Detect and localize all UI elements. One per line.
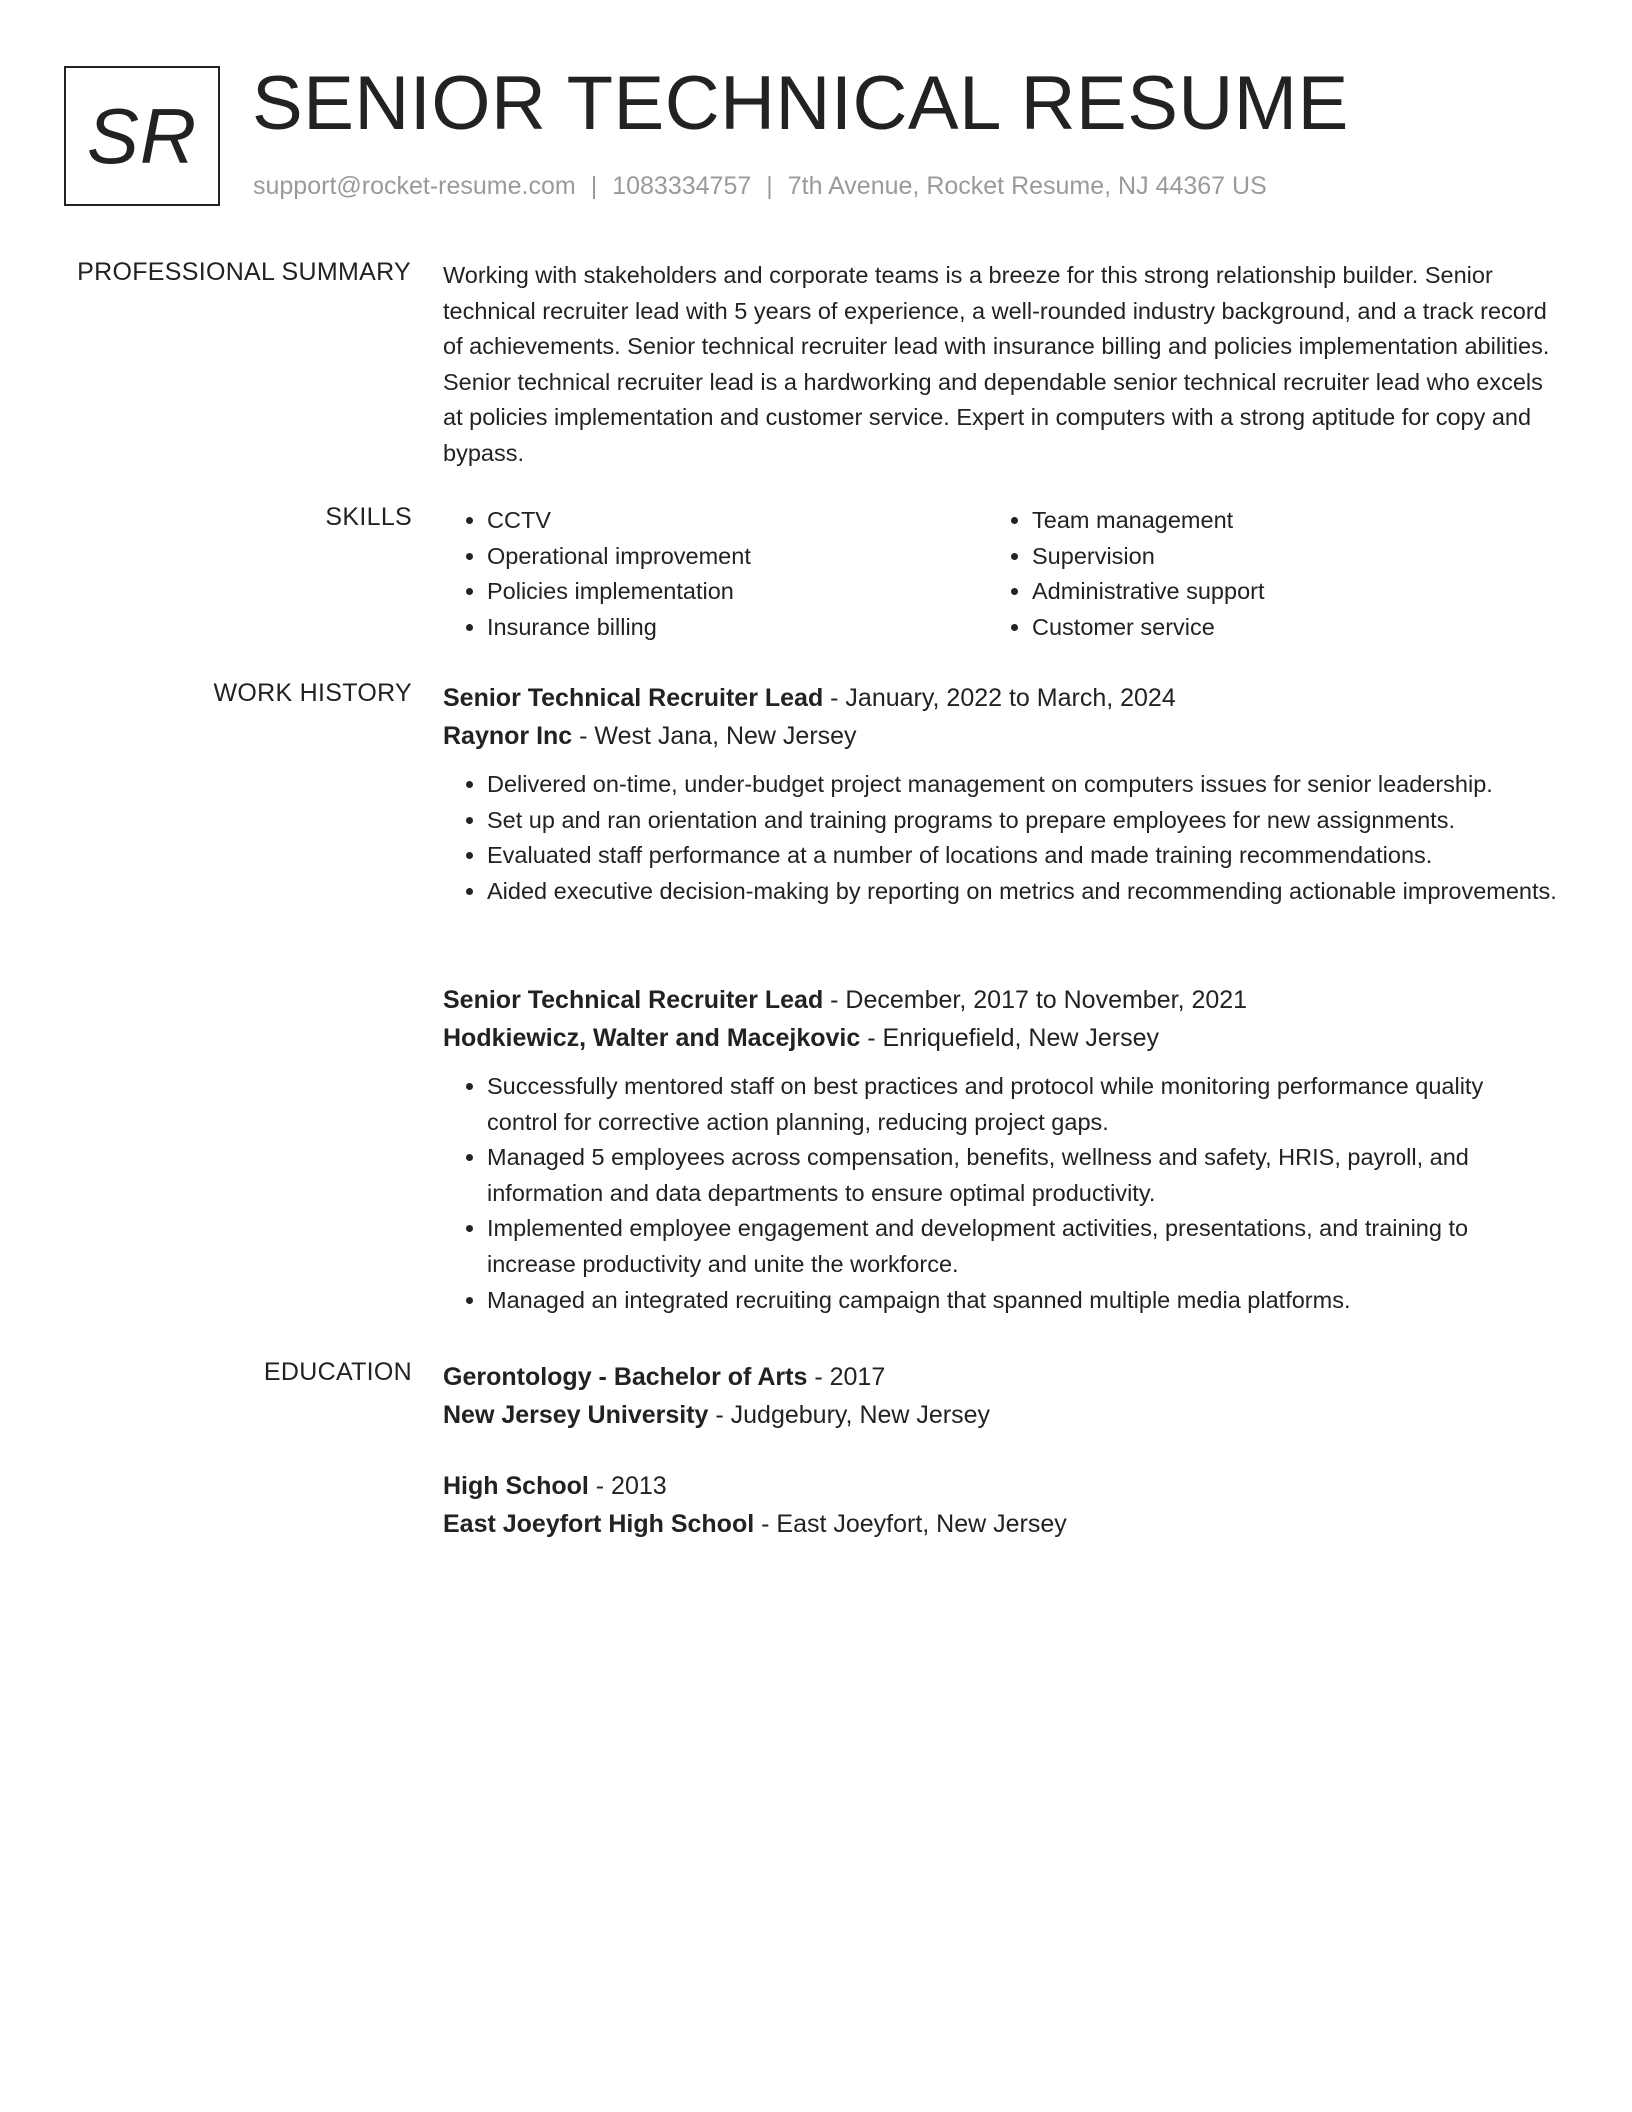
resume-title: SENIOR TECHNICAL RESUME xyxy=(252,61,1349,146)
skill-item: • CCTV xyxy=(487,503,987,539)
job-bullets xyxy=(443,767,1558,909)
education-school: East Joeyfort High School xyxy=(443,1510,755,1538)
education-year: - 2013 xyxy=(588,1472,667,1500)
education-degree-line xyxy=(443,1358,1558,1396)
job-entry xyxy=(443,981,1558,1318)
summary-heading: PROFESSIONAL SUMMARY xyxy=(77,258,411,286)
education-heading: EDUCATION xyxy=(263,1358,412,1386)
job-dates: - January, 2022 to March, 2024 xyxy=(823,684,1176,712)
education-entry xyxy=(443,1358,1558,1434)
summary-text: Working with stakeholders and corporate teams is a breeze for this strong relationship builder. Senior technical recruiter lead with 5 years of experience, a well-rounded industry background, and a track record of achievements. Senior technical recruiter lead with insurance billing and policies implementation abilities. Senior technical recruiter lead is a hardworking and dependable senior technical recruiter lead who excels at policies implementation and customer service. Expert in computers with a strong aptitude for copy and bypass. xyxy=(443,262,1550,466)
skill-item: • Operational improvement xyxy=(487,539,987,575)
work-history-body xyxy=(443,679,1558,1313)
education-entry xyxy=(443,1467,1558,1543)
education-body xyxy=(443,1358,1558,1543)
skill-item: • Policies implementation xyxy=(487,574,987,610)
job-company: Hodkiewicz, Walter and Macejkovic xyxy=(443,1024,861,1052)
contact-phone: 1083334757 xyxy=(612,172,752,200)
job-company-line xyxy=(443,1019,1558,1057)
skills-heading: SKILLS xyxy=(325,503,412,531)
education-location: - East Joeyfort, New Jersey xyxy=(754,1510,1067,1538)
education-year: - 2017 xyxy=(807,1363,886,1391)
job-bullet: • Delivered on-time, under-budget project management on computers issues for senior leadership. xyxy=(487,767,1558,803)
job-location: - Enriquefield, New Jersey xyxy=(860,1024,1159,1052)
monogram-logo: SR xyxy=(64,66,220,206)
job-entry xyxy=(443,679,1558,909)
skills-list-right xyxy=(987,503,1532,645)
summary-body xyxy=(443,258,1558,472)
job-bullet: • Implemented employee engagement and development activities, presentations, and training to increase productivity and unite the workforce. xyxy=(487,1211,1558,1282)
job-bullet: • Managed an integrated recruiting campaign that spanned multiple media platforms. xyxy=(487,1283,1558,1319)
job-title-line xyxy=(443,679,1558,717)
skills-list-left xyxy=(443,503,987,645)
contact-address: 7th Avenue, Rocket Resume, NJ 44367 US xyxy=(787,172,1267,200)
job-bullet: • Managed 5 employees across compensation, benefits, wellness and safety, HRIS, payroll, and information and data departments to ensure optimal productivity. xyxy=(487,1140,1558,1211)
skills-body xyxy=(443,503,1558,645)
contact-separator: | xyxy=(766,172,773,200)
education-degree: High School xyxy=(443,1472,589,1500)
job-dates: - December, 2017 to November, 2021 xyxy=(823,986,1248,1014)
education-school-line xyxy=(443,1396,1558,1434)
job-title: Senior Technical Recruiter Lead xyxy=(443,986,824,1014)
skill-item: • Team management xyxy=(1032,503,1532,539)
job-bullets xyxy=(443,1069,1558,1318)
contact-separator: | xyxy=(590,172,598,200)
job-bullet: • Successfully mentored staff on best practices and protocol while monitoring performance quality control for corrective action planning, reducing project gaps. xyxy=(487,1069,1558,1140)
skill-item: • Customer service xyxy=(1032,610,1532,646)
skill-item: • Supervision xyxy=(1032,539,1532,575)
contact-email: support@rocket-resume.com xyxy=(253,172,576,200)
job-company: Raynor Inc xyxy=(443,722,573,750)
education-degree-line xyxy=(443,1467,1558,1505)
job-title-line xyxy=(443,981,1558,1019)
contact-line xyxy=(253,172,1267,201)
education-school: New Jersey University xyxy=(443,1401,709,1429)
job-location: - West Jana, New Jersey xyxy=(572,722,857,750)
job-bullet: • Evaluated staff performance at a number of locations and made training recommendations. xyxy=(487,838,1558,874)
education-school-line xyxy=(443,1505,1558,1543)
job-company-line xyxy=(443,717,1558,755)
skill-item: • Administrative support xyxy=(1032,574,1532,610)
job-bullet: • Set up and ran orientation and training programs to prepare employees for new assignments. xyxy=(487,803,1558,839)
education-location: - Judgebury, New Jersey xyxy=(708,1401,991,1429)
skill-item: • Insurance billing xyxy=(487,610,987,646)
education-degree: Gerontology - Bachelor of Arts xyxy=(443,1363,808,1391)
job-title: Senior Technical Recruiter Lead xyxy=(443,684,824,712)
job-bullet: • Aided executive decision-making by reporting on metrics and recommending actionable improvements. xyxy=(487,874,1558,910)
work-history-heading: WORK HISTORY xyxy=(213,679,412,707)
